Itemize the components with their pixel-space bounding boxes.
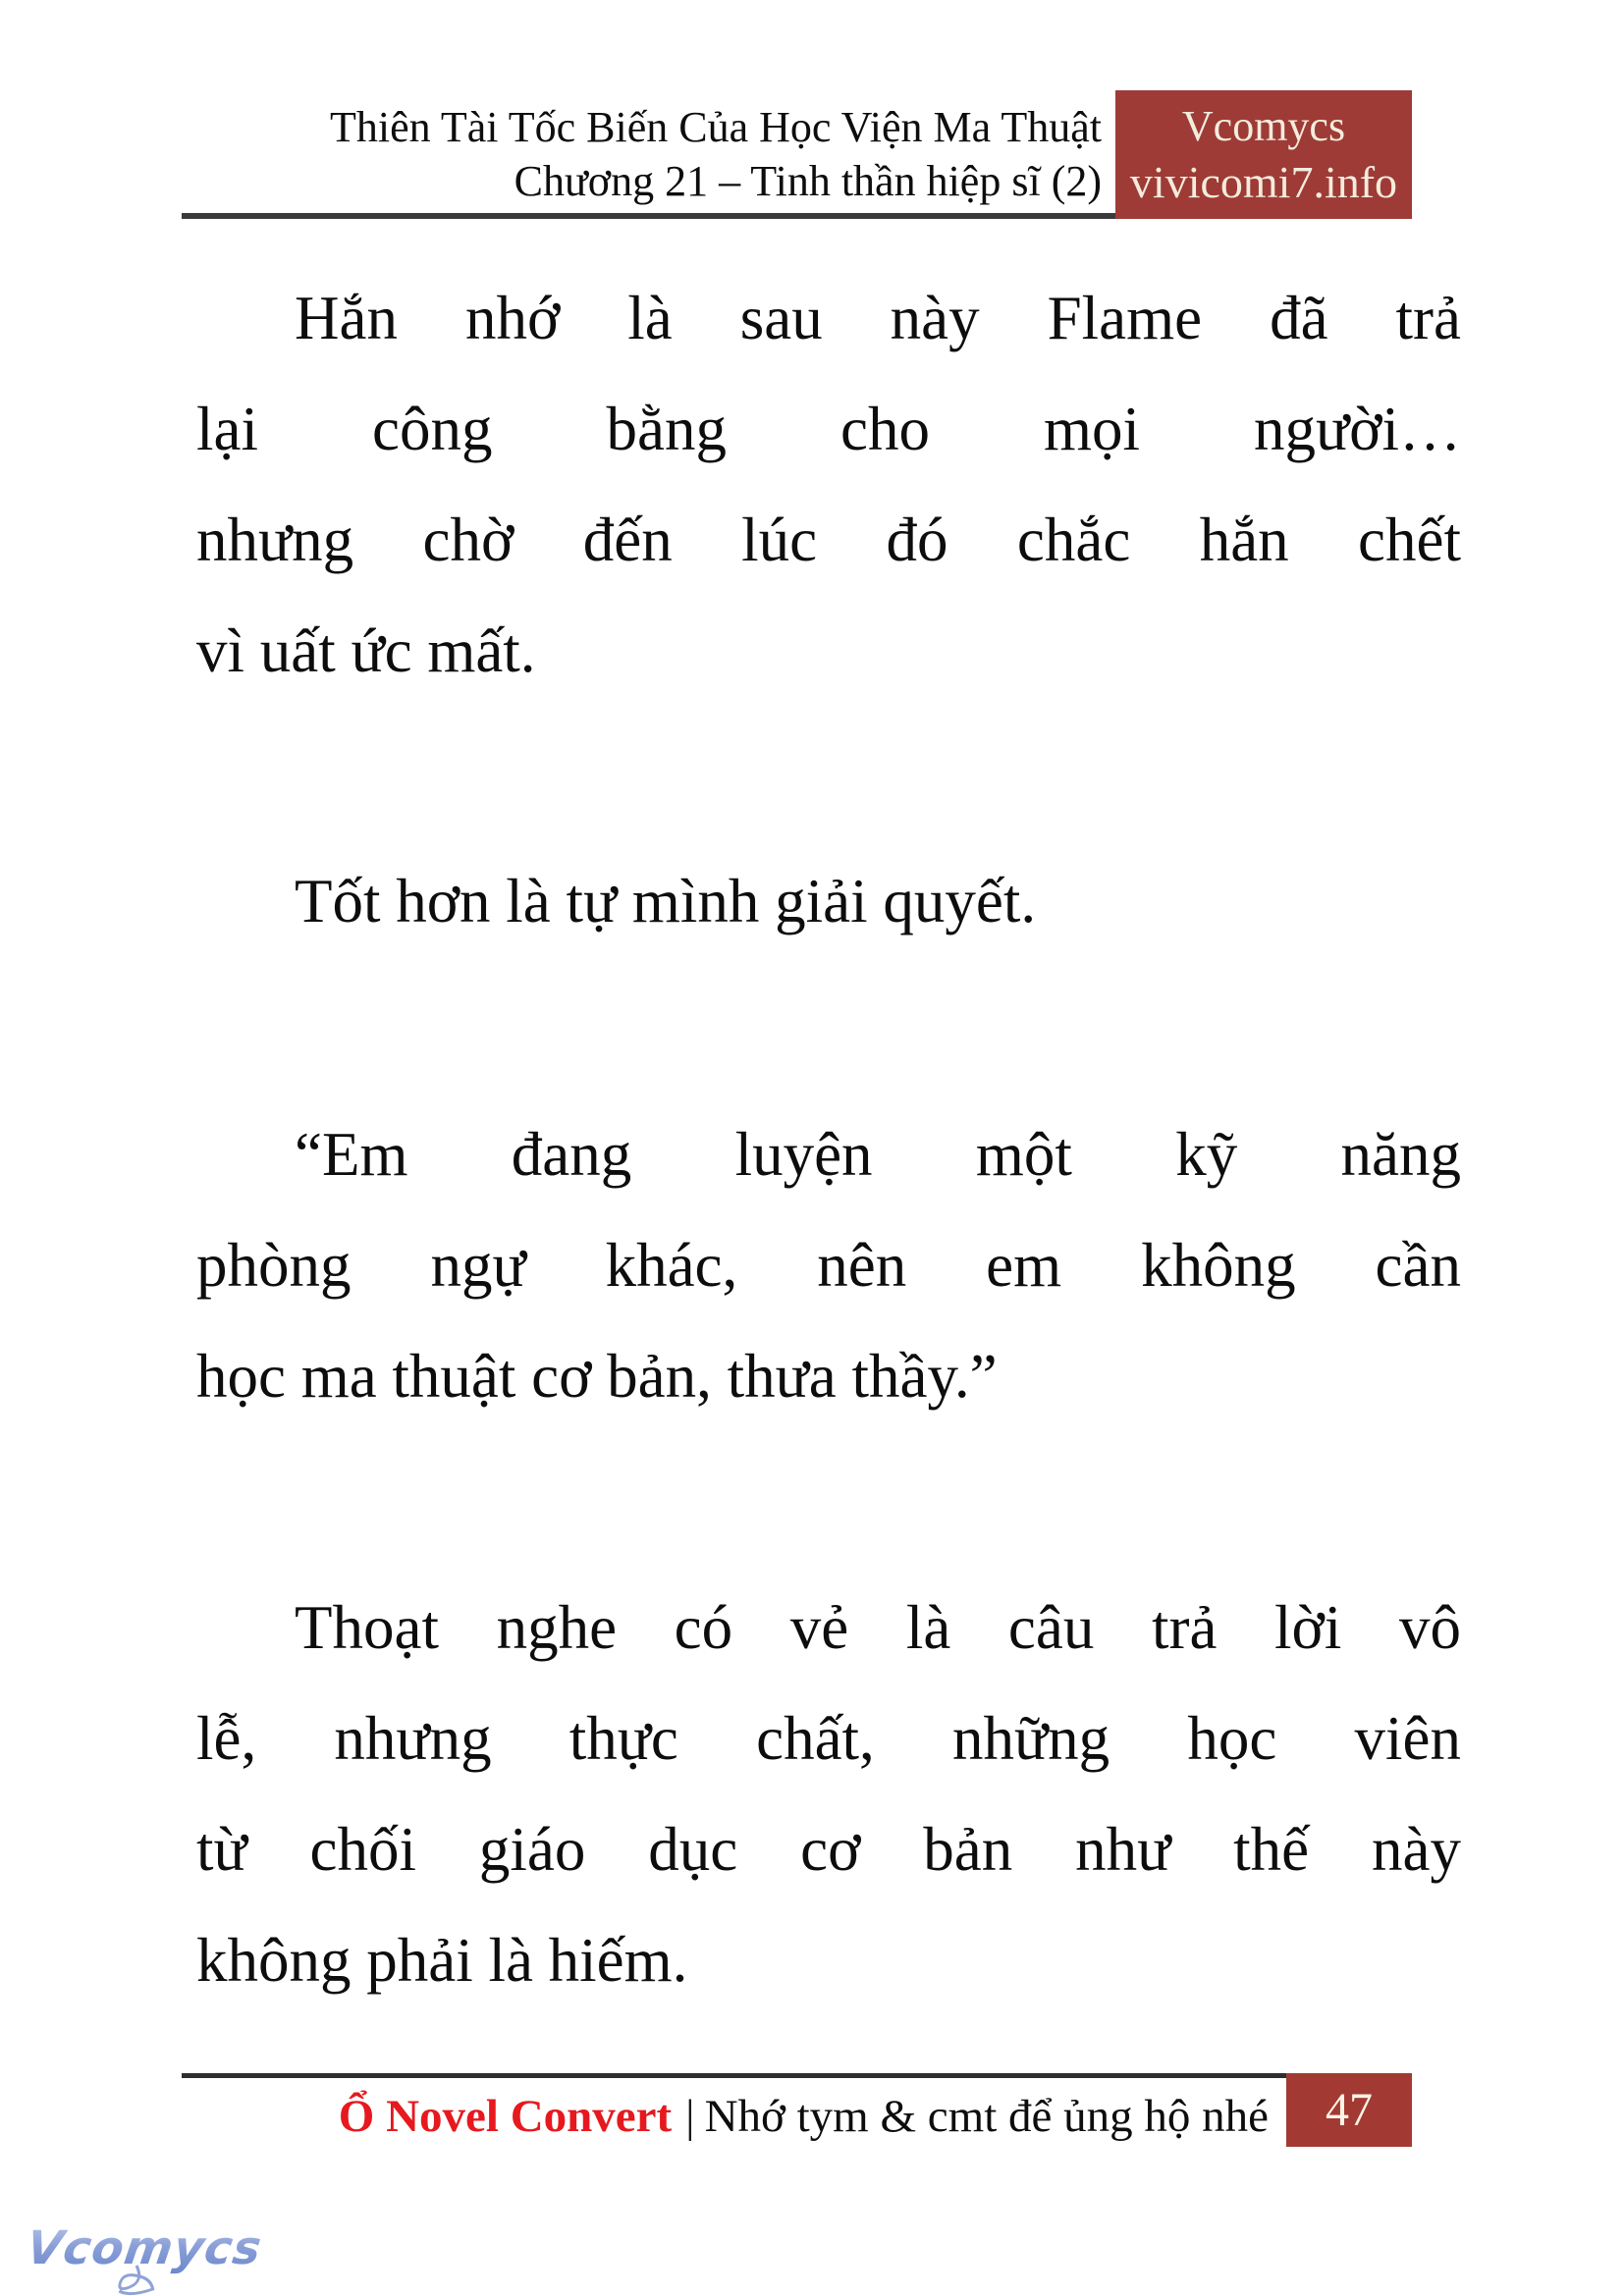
paragraph	[196, 263, 1461, 707]
footer-brand: Ổ Novel Convert	[338, 2091, 673, 2142]
watermark-text: Vcomycs	[23, 2221, 265, 2275]
text-line: học ma thuật cơ bản, thưa thầy.”	[196, 1342, 998, 1411]
text-line: từ chối giáo dục cơ bản như thế này	[196, 1815, 1461, 1884]
text-line: lại công bằng cho mọi người…	[196, 395, 1461, 463]
chapter-title: Chương 21 – Tinh thần hiệp sĩ (2)	[514, 157, 1102, 205]
header-title-block	[182, 90, 1115, 219]
text-line: nhưng chờ đến lúc đó chắc hắn chết	[196, 506, 1461, 574]
book-title: Thiên Tài Tốc Biến Của Học Viện Ma Thuật	[330, 103, 1102, 151]
text-line: lễ, nhưng thực chất, những học viên	[196, 1704, 1461, 1773]
watermark-logo-icon	[20, 2203, 265, 2296]
footer-text-block	[182, 2073, 1286, 2145]
text-line: phòng ngự khác, nên em không cần	[196, 1231, 1461, 1300]
page-number-badge	[1286, 2073, 1412, 2147]
page-header	[182, 90, 1412, 219]
text-line: Tốt hơn là tự mình giải quyết.	[295, 867, 1037, 935]
paragraph	[196, 846, 1461, 957]
page-footer	[182, 2073, 1412, 2147]
paragraph	[196, 1573, 1461, 2016]
text-line: “Em đang luyện một kỹ năng	[295, 1120, 1461, 1189]
text-line: Thoạt nghe có vẻ là câu trả lời vô	[295, 1593, 1461, 1662]
vcomycs-watermark	[20, 2203, 265, 2296]
footer-separator: |	[685, 2091, 695, 2142]
text-line: vì uất ức mất.	[196, 616, 536, 685]
text-line: Hắn nhớ là sau này Flame đã trả	[295, 284, 1461, 352]
brand-badge	[1115, 90, 1412, 219]
brand-url: vivicomi7.info	[1129, 156, 1398, 207]
paragraph	[196, 1099, 1461, 1432]
footer-message: Nhớ tym & cmt để ủng hộ nhé	[704, 2091, 1269, 2142]
brand-name: Vcomycs	[1181, 101, 1346, 150]
text-line: không phải là hiếm.	[196, 1926, 688, 1995]
page-number: 47	[1326, 2084, 1373, 2136]
